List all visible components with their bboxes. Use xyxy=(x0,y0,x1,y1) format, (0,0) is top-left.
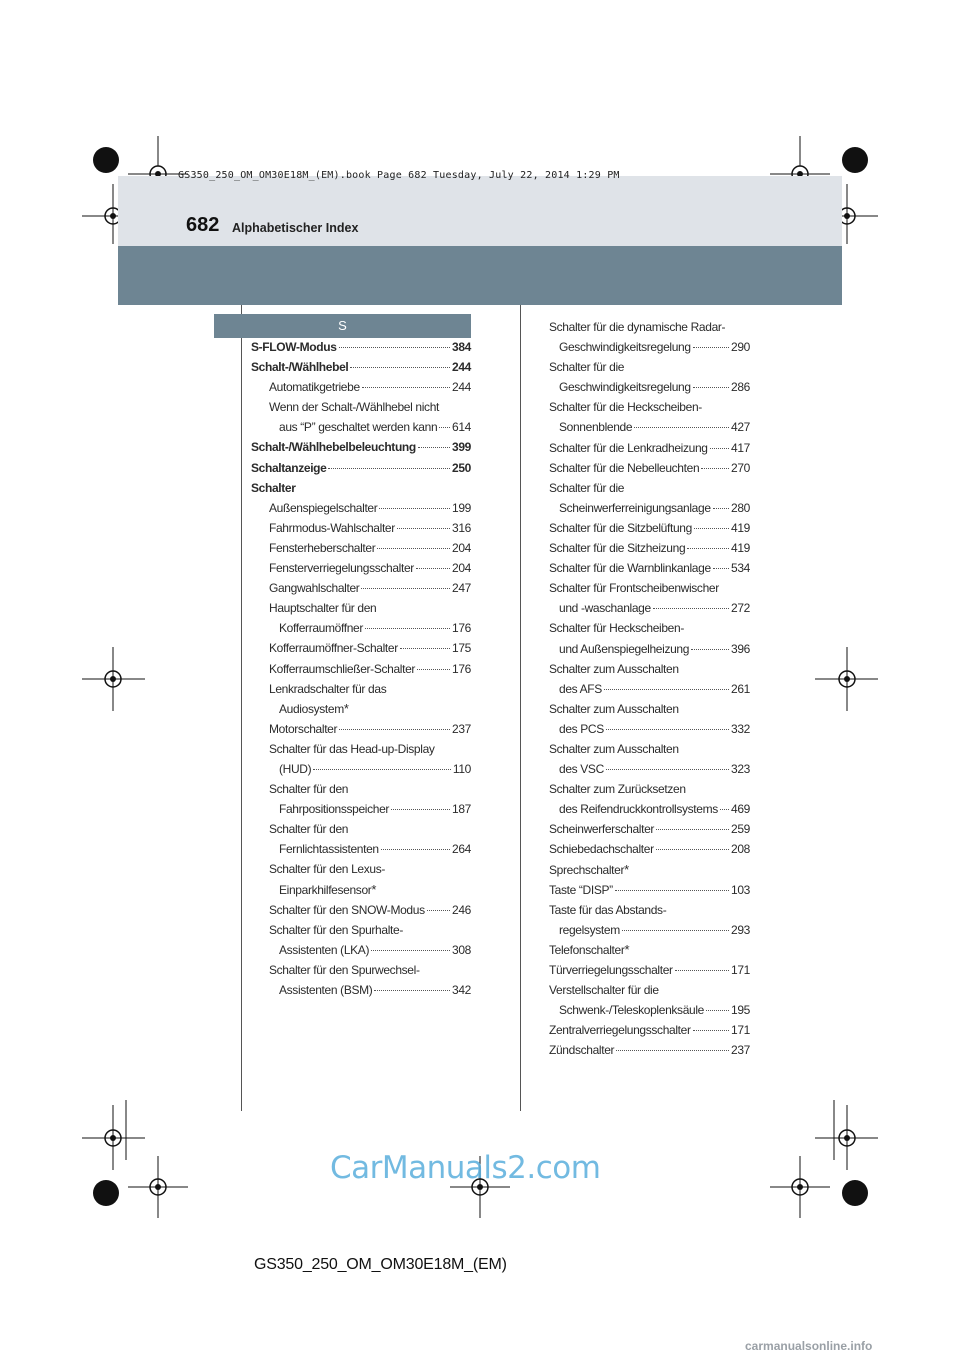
index-entry xyxy=(549,980,750,1000)
index-entry-page: 264 xyxy=(452,842,471,857)
index-entry-page: 332 xyxy=(731,721,750,736)
index-entry-text: Schalter für die xyxy=(549,360,625,375)
index-entry-text: Türverriegelungsschalter xyxy=(549,963,673,977)
dot-leader xyxy=(615,890,729,891)
index-entry-text: Wenn der Schalt-/Wählhebel nicht xyxy=(269,400,440,415)
section-title: Alphabetischer Index xyxy=(232,221,359,235)
index-entry-page: 175 xyxy=(452,641,471,656)
index-entry xyxy=(251,940,471,960)
dot-leader xyxy=(701,468,729,469)
index-entry-text: Schalter für die dynamische Radar- xyxy=(549,320,726,334)
index-entry-text: Kofferraumschließer-Schalter xyxy=(269,661,416,676)
dot-leader xyxy=(606,769,729,770)
index-entry-text: Fahrpositionsspeicher xyxy=(279,802,390,817)
index-entry xyxy=(251,337,471,357)
index-entry-text: Schalter für Frontscheibenwischer xyxy=(549,581,719,596)
dot-leader xyxy=(710,448,729,449)
index-column-left xyxy=(251,337,471,1000)
index-entry xyxy=(549,900,750,920)
dot-leader xyxy=(371,950,450,951)
index-entry xyxy=(549,679,750,699)
index-entry xyxy=(549,819,750,839)
index-entry xyxy=(549,799,750,819)
index-entry-text: Scheinwerferschalter xyxy=(549,822,655,837)
index-entry xyxy=(251,538,471,558)
index-entry-text: Schalter für die Warnblinkanlage xyxy=(549,561,711,576)
index-entry xyxy=(549,458,750,478)
index-entry-text: Kofferraumöffner-Schalter xyxy=(269,641,398,656)
index-entry-text: Schalt-/Wählhebel xyxy=(251,360,349,375)
dot-leader xyxy=(656,829,729,830)
dot-leader xyxy=(439,427,450,428)
index-entry-text: Schiebedachschalter xyxy=(549,842,654,857)
index-entry-page: 290 xyxy=(731,340,750,355)
index-entry xyxy=(251,819,471,839)
dot-leader xyxy=(313,769,451,770)
index-entry-page: 204 xyxy=(452,540,471,555)
index-entry-text: des AFS xyxy=(559,681,602,696)
index-entry xyxy=(251,618,471,638)
index-entry-text: Geschwindigkeitsregelung xyxy=(559,380,691,395)
index-entry-text: Sonnenblende xyxy=(559,420,633,435)
index-entry-page: 237 xyxy=(731,1043,750,1058)
index-entry-page: 427 xyxy=(731,420,750,435)
index-entry-page: 247 xyxy=(452,581,471,596)
index-entry-text: Fahrmodus-Wahlschalter xyxy=(269,520,395,535)
index-entry xyxy=(549,618,750,638)
index-entry xyxy=(549,779,750,799)
index-entry-text: Schalter für den Spurhalte- xyxy=(269,922,403,937)
index-entry xyxy=(549,438,750,458)
dot-leader xyxy=(693,1030,729,1031)
index-entry-page: 195 xyxy=(731,1003,750,1018)
index-entry-page: 323 xyxy=(731,762,750,777)
index-entry-page: 286 xyxy=(731,380,750,395)
index-entry-text: Scheinwerferreinigungsanlage xyxy=(559,500,711,515)
index-entry-text: Fernlichtassistenten xyxy=(279,842,379,857)
index-entry-text: Telefonschalter xyxy=(549,942,625,957)
dot-leader xyxy=(416,568,450,569)
dot-leader xyxy=(374,990,450,991)
index-entry xyxy=(549,719,750,739)
index-entry-text: Lenkradschalter für das xyxy=(269,681,387,696)
index-entry xyxy=(549,337,750,357)
index-entry-text: Schalt-/Wählhebelbeleuchtung xyxy=(251,440,416,455)
header-bar xyxy=(118,176,842,246)
index-entry-page: 237 xyxy=(452,721,471,736)
index-entry-text: Kofferraumöffner xyxy=(279,621,364,636)
index-entry xyxy=(549,1040,750,1060)
index-entry-text: Schwenk-/Teleskoplenksäule xyxy=(559,1003,704,1018)
index-entry xyxy=(251,799,471,819)
index-entry-text: und Außenspiegelheizung xyxy=(559,641,690,656)
index-entry-page: 244 xyxy=(452,360,471,375)
index-entry xyxy=(549,659,750,679)
index-entry-text: Taste “DISP” xyxy=(549,882,613,897)
index-entry-page: 270 xyxy=(731,460,750,475)
index-entry-page: 272 xyxy=(731,601,750,616)
index-entry-page: 534 xyxy=(731,561,750,576)
dot-leader xyxy=(350,367,450,368)
index-entry-text: Hauptschalter für den xyxy=(269,601,377,616)
index-entry-page: 246 xyxy=(452,902,471,917)
dot-leader xyxy=(397,528,450,529)
index-entry xyxy=(549,578,750,598)
index-entry xyxy=(251,759,471,779)
dot-leader xyxy=(687,548,729,549)
dot-leader xyxy=(694,528,729,529)
header-band xyxy=(118,246,842,305)
index-entry-text: Schalter für die Sitzbelüftung xyxy=(549,520,692,535)
print-info: GS350_250_OM_OM30E18M_(EM).book Page 682 Tuesday, July 22, 2014 1:29 PM xyxy=(178,170,620,181)
index-entry-text: Schalter für den Lexus- xyxy=(269,862,386,877)
column-divider-left xyxy=(241,305,242,1111)
index-entry xyxy=(251,437,471,457)
index-entry: Einparkhilfesensor * xyxy=(251,880,471,900)
index-entry xyxy=(549,518,750,538)
index-entry: Audiosystem * xyxy=(251,699,471,719)
index-entry-text: Zündschalter xyxy=(549,1043,615,1058)
index-entry-text: des VSC xyxy=(559,762,604,777)
index-entry-page: 199 xyxy=(452,500,471,515)
dot-leader xyxy=(616,1050,729,1051)
index-entry-text: Automatikgetriebe xyxy=(269,380,360,395)
dot-leader xyxy=(691,649,729,650)
index-entry-page: 171 xyxy=(731,1023,750,1038)
index-entry xyxy=(549,377,750,397)
index-entry xyxy=(251,960,471,980)
index-entry xyxy=(251,900,471,920)
index-entry-text: Schalter für die xyxy=(549,480,625,495)
index-entry-page: 399 xyxy=(452,440,471,455)
index-entry-text: Schalter für die Sitzheizung xyxy=(549,541,686,556)
index-entry xyxy=(549,920,750,940)
dot-leader xyxy=(720,809,729,810)
dot-leader xyxy=(339,347,450,348)
index-entry-page: 261 xyxy=(731,681,750,696)
index-entry-text: des PCS xyxy=(559,721,604,736)
dot-leader xyxy=(713,568,729,569)
watermark-text: carmanualsonline.info xyxy=(745,1339,873,1353)
index-entry xyxy=(251,739,471,759)
index-entry-page: 316 xyxy=(452,520,471,535)
dot-leader xyxy=(656,849,729,850)
index-entry xyxy=(549,1000,750,1020)
index-entry-page: 259 xyxy=(731,822,750,837)
dot-leader xyxy=(362,387,450,388)
dot-leader xyxy=(653,608,729,609)
index-entry-text: Motorschalter xyxy=(269,721,338,736)
dot-leader xyxy=(365,628,450,629)
index-entry xyxy=(251,638,471,658)
index-entry xyxy=(251,458,471,478)
index-entry-text: Schalter für Heckscheiben- xyxy=(549,621,684,636)
index-entry xyxy=(251,859,471,879)
index-entry-page: 176 xyxy=(452,621,471,636)
footer-code: GS350_250_OM_OM30E18M_(EM) xyxy=(254,1256,507,1273)
index-entry-text: Fensterheberschalter xyxy=(269,540,376,555)
index-entry xyxy=(251,357,471,377)
index-entry-page: 342 xyxy=(452,983,471,997)
index-entry-page: 396 xyxy=(731,641,750,656)
dot-leader xyxy=(328,468,450,469)
index-entry-text: des Reifendruckkontrollsystems xyxy=(559,802,718,817)
index-entry-text: Schalter zum Ausschalten xyxy=(549,741,679,756)
index-entry xyxy=(549,397,750,417)
index-entry xyxy=(251,679,471,699)
index-entry xyxy=(549,880,750,900)
index-entry: Telefonschalter * xyxy=(549,940,750,960)
index-entry-page: 208 xyxy=(731,842,750,857)
index-entry: Sprechschalter * xyxy=(549,860,750,880)
index-entry xyxy=(549,498,750,518)
index-entry-page: 469 xyxy=(731,802,750,817)
index-entry-text: Schalter zum Ausschalten xyxy=(549,701,679,716)
index-entry xyxy=(251,779,471,799)
index-entry-page: 204 xyxy=(452,561,471,576)
index-entry-text: Schalter für den xyxy=(269,822,349,837)
index-entry xyxy=(251,980,471,1000)
index-entry xyxy=(251,498,471,518)
index-entry-text: Schalter für die Lenkradheizung xyxy=(549,440,708,455)
index-entry-page: 250 xyxy=(452,460,471,475)
index-entry xyxy=(549,839,750,859)
index-entry-text: Schalter xyxy=(251,480,296,495)
index-entry-text: Schalter für die Heckscheiben- xyxy=(549,400,702,415)
index-entry-text: und -waschanlage xyxy=(559,601,651,616)
index-entry-text: Schalter für den Spurwechsel- xyxy=(269,962,420,977)
index-entry-text: Schalter zum Ausschalten xyxy=(549,661,679,676)
index-entry-text: (HUD) xyxy=(279,761,312,776)
dot-leader xyxy=(400,648,450,649)
index-entry xyxy=(251,578,471,598)
index-entry xyxy=(549,317,750,337)
index-entry-page: 417 xyxy=(731,440,750,455)
index-entry-text: Schalter für den xyxy=(269,782,349,797)
index-entry-text: regelsystem xyxy=(559,922,620,937)
index-entry xyxy=(251,377,471,397)
dot-leader xyxy=(361,588,450,589)
index-entry-page: 384 xyxy=(452,340,471,354)
index-entry-text: Audiosystem xyxy=(279,701,344,716)
index-entry xyxy=(251,558,471,578)
index-entry-page: 308 xyxy=(452,942,471,957)
index-entry-page: 110 xyxy=(452,761,471,776)
index-entry-page: 419 xyxy=(731,520,750,535)
index-entry-text: Taste für das Abstands- xyxy=(549,902,667,917)
dot-leader xyxy=(622,930,729,931)
index-entry xyxy=(251,659,471,679)
dot-leader xyxy=(417,669,450,670)
dot-leader xyxy=(604,689,729,690)
index-entry-text: Einparkhilfesensor xyxy=(279,882,372,897)
dot-leader xyxy=(693,347,729,348)
index-entry-text: Assistenten (LKA) xyxy=(279,942,370,957)
index-entry xyxy=(549,357,750,377)
index-entry xyxy=(549,1020,750,1040)
index-entry xyxy=(251,719,471,739)
index-entry-text: Schaltanzeige xyxy=(251,460,327,475)
index-entry xyxy=(549,478,750,498)
index-entry-text: aus “P” geschaltet werden kann xyxy=(279,420,438,435)
index-entry-page: 176 xyxy=(452,661,471,676)
index-entry-text: Schalter für das Head-up-Display xyxy=(269,741,435,756)
index-entry xyxy=(549,739,750,759)
index-entry xyxy=(251,920,471,940)
dot-leader xyxy=(634,427,729,428)
index-entry-text: Fensterverriegelungsschalter xyxy=(269,561,414,576)
index-entry-page: 614 xyxy=(452,420,471,435)
index-entry-text: Sprechschalter xyxy=(549,862,625,877)
index-entry-text: Geschwindigkeitsregelung xyxy=(559,340,691,355)
index-entry xyxy=(251,518,471,538)
dot-leader xyxy=(427,910,450,911)
index-entry-text: Schalter für den SNOW-Modus xyxy=(269,902,425,917)
dot-leader xyxy=(418,447,450,448)
index-entry-page: 419 xyxy=(731,541,750,556)
index-entry xyxy=(549,699,750,719)
index-entry xyxy=(251,478,471,498)
index-entry xyxy=(251,839,471,859)
dot-leader xyxy=(706,1010,729,1011)
dot-leader xyxy=(377,548,450,549)
index-entry-text: S-FLOW-Modus xyxy=(251,340,337,354)
index-entry-page: 103 xyxy=(731,882,750,897)
index-entry xyxy=(251,417,471,437)
index-entry-text: Verstellschalter für die xyxy=(549,983,659,998)
watermark-logo: CarManuals2.com xyxy=(330,1150,601,1186)
dot-leader xyxy=(379,508,450,509)
index-entry-text: Gangwahlschalter xyxy=(269,581,360,596)
index-entry-text: Außenspiegelschalter xyxy=(269,500,378,515)
dot-leader xyxy=(381,849,450,850)
index-entry xyxy=(251,598,471,618)
index-entry xyxy=(549,639,750,659)
index-entry xyxy=(251,397,471,417)
index-entry-page: 187 xyxy=(452,802,471,817)
index-entry xyxy=(549,598,750,618)
index-entry xyxy=(549,960,750,980)
index-entry-text: Schalter für die Nebelleuchten xyxy=(549,460,700,475)
index-letter-header: S xyxy=(214,314,471,338)
index-entry xyxy=(549,558,750,578)
page-number: 682 xyxy=(186,214,220,236)
index-column-right xyxy=(549,317,750,1060)
index-entry-text: Assistenten (BSM) xyxy=(279,983,373,997)
dot-leader xyxy=(339,729,450,730)
column-divider-middle xyxy=(520,305,521,1111)
index-entry-page: 280 xyxy=(731,500,750,515)
index-entry xyxy=(549,417,750,437)
dot-leader xyxy=(693,387,729,388)
index-entry-page: 293 xyxy=(731,922,750,937)
index-entry-page: 171 xyxy=(731,963,750,977)
index-entry-text: Zentralverriegelungsschalter xyxy=(549,1023,691,1038)
index-entry-page: 244 xyxy=(452,380,471,395)
dot-leader xyxy=(713,508,729,509)
index-entry xyxy=(549,538,750,558)
dot-leader xyxy=(675,970,729,971)
index-entry xyxy=(549,759,750,779)
index-entry-text: Schalter zum Zurücksetzen xyxy=(549,782,686,797)
dot-leader xyxy=(391,809,450,810)
dot-leader xyxy=(606,729,729,730)
